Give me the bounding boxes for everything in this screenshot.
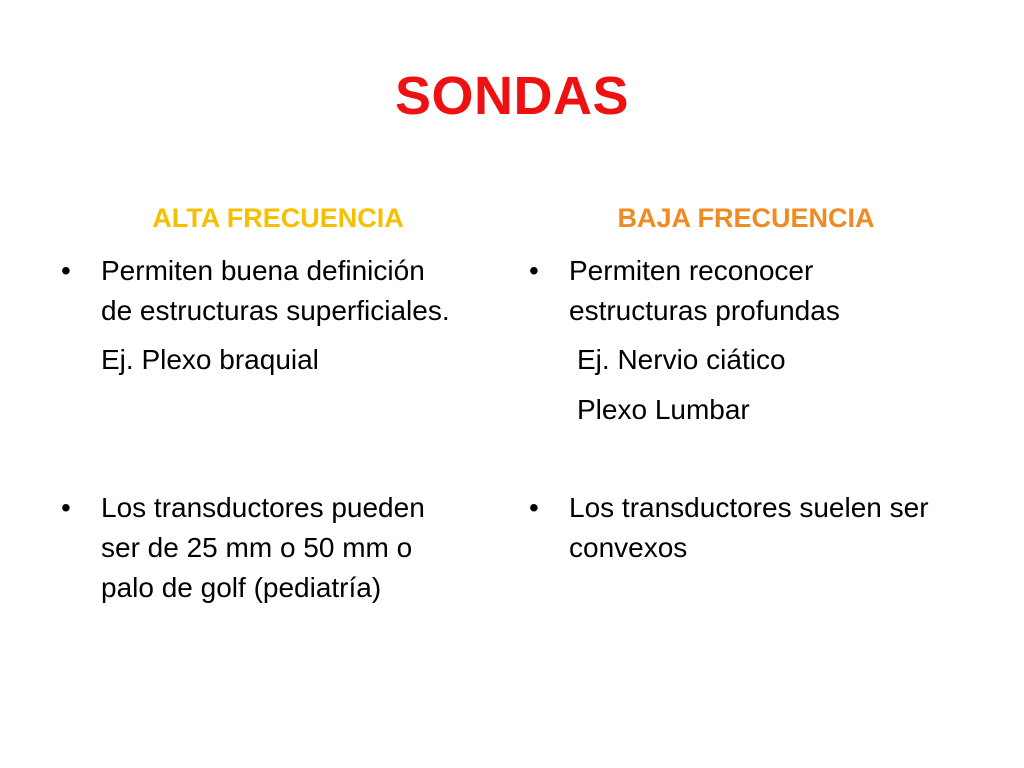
- left-column-heading: ALTA FRECUENCIA: [152, 203, 404, 233]
- right-bullet-1-example: Ej. Nervio ciático: [577, 344, 786, 375]
- bullet-icon: •: [61, 255, 71, 286]
- bullet-icon: •: [529, 255, 539, 286]
- left-bullet-1-line-1: Permiten buena definición: [101, 255, 425, 286]
- left-bullet-2-line-3: palo de golf (pediatría): [101, 572, 382, 603]
- right-bullet-1-example-2: Plexo Lumbar: [577, 394, 750, 425]
- left-bullet-1: [61, 251, 450, 331]
- bullet-icon: •: [529, 492, 539, 523]
- right-bullet-2-line-1: Los transductores suelen ser: [569, 492, 929, 523]
- right-bullet-1-line-2: estructuras profundas: [569, 295, 840, 326]
- left-bullet-1-line-2: de estructuras superficiales.: [101, 295, 450, 326]
- right-bullet-1-line-1: Permiten reconocer: [569, 255, 814, 286]
- left-bullet-2-line-1: Los transductores pueden: [101, 492, 425, 523]
- bullet-icon: •: [61, 492, 71, 523]
- slide-title: SONDAS: [394, 66, 630, 126]
- left-bullet-2: [61, 488, 425, 608]
- right-bullet-1: [529, 251, 840, 331]
- right-column-heading: BAJA FRECUENCIA: [617, 203, 875, 233]
- right-bullet-2-line-2: convexos: [569, 532, 688, 563]
- right-bullet-2: [529, 488, 929, 568]
- left-bullet-2-line-2: ser de 25 mm o 50 mm o: [101, 532, 413, 563]
- left-bullet-1-example: Ej. Plexo braquial: [101, 344, 319, 375]
